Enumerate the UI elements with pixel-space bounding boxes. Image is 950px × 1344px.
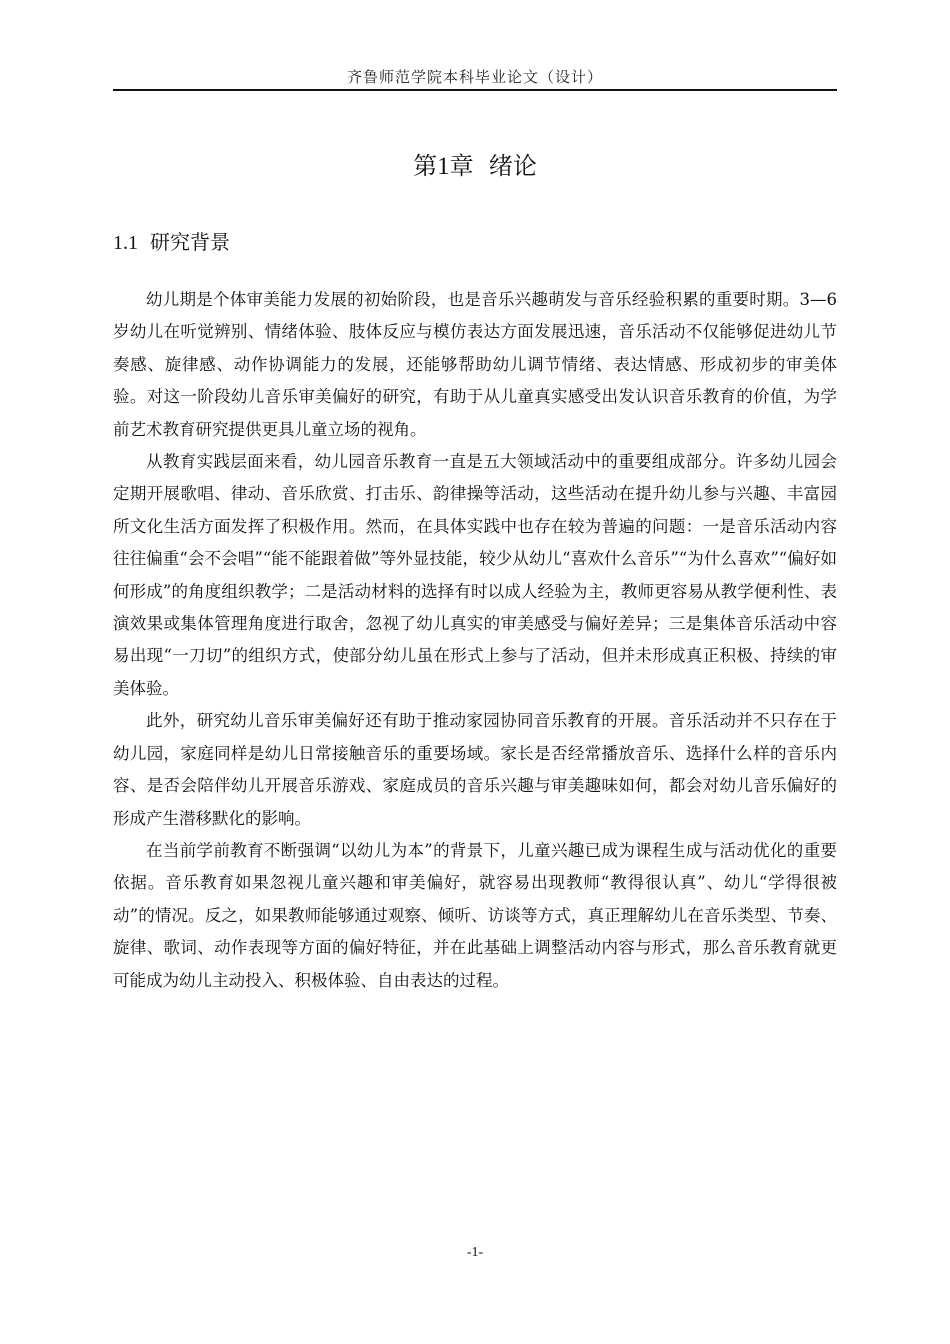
chapter-title-text: 章 绪论 (449, 152, 537, 180)
chapter-number: 1 (437, 153, 450, 180)
chapter-prefix: 第 (413, 152, 438, 180)
body-text (113, 284, 837, 997)
section-heading (113, 226, 230, 255)
paragraph: 幼儿期是个体审美能力发展的初始阶段，也是音乐兴趣萌发与音乐经验积累的重要时期。3—6岁幼儿在听觉辨别、情绪体验、肢体反应与模仿表达方面发展迅速，音乐活动不仅能够促进幼儿节奏感、旋律感、动作协调能力的发展，还能够帮助幼儿调节情绪、表达情感、形成初步的审美体验。对这一阶段幼儿音乐审美偏好的研究，有助于从儿童真实感受出发认识音乐教育的价值，为学前艺术教育研究提供更具儿童立场的视角。 (113, 290, 837, 439)
paragraph: 从教育实践层面来看，幼儿园音乐教育一直是五大领域活动中的重要组成部分。许多幼儿园会定期开展歌唱、律动、音乐欣赏、打击乐、韵律操等活动，这些活动在提升幼儿参与兴趣、丰富园所文化生活方面发挥了积极作用。然而，在具体实践中也存在较为普遍的问题：一是音乐活动内容往往偏重“会不会唱”“能不能跟着做”等外显技能，较少从幼儿“喜欢什么音乐”“为什么喜欢”“偏好如何形成”的角度组织教学；二是活动材料的选择有时以成人经验为主，教师更容易从教学便利性、表演效果或集体管理角度进行取舍，忽视了幼儿真实的审美感受与偏好差异；三是集体音乐活动中容易出现“一刀切”的组织方式，使部分幼儿虽在形式上参与了活动，但并未形成真正积极、持续的审美体验。 (113, 452, 837, 698)
header-rule (113, 89, 837, 91)
chapter-title (113, 146, 837, 181)
running-header: 齐鲁师范学院本科毕业论文（设计） (346, 68, 603, 86)
paragraph: 此外，研究幼儿音乐审美偏好还有助于推动家园协同音乐教育的开展。音乐活动并不只存在于幼儿园，家庭同样是幼儿日常接触音乐的重要场域。家长是否经常播放音乐、选择什么样的音乐内容、是否会陪伴幼儿开展音乐游戏、家庭成员的音乐兴趣与审美趣味如何，都会对幼儿音乐偏好的形成产生潜移默化的影响。 (113, 711, 837, 828)
page-number: -1- (466, 1245, 484, 1260)
section-title: 研究背景 (150, 230, 230, 254)
paragraph: 在当前学前教育不断强调“以幼儿为本”的背景下，儿童兴趣已成为课程生成与活动优化的重要依据。音乐教育如果忽视儿童兴趣和审美偏好，就容易出现教师“教得很认真”、幼儿“学得很被动”的情况。反之，如果教师能够通过观察、倾听、访谈等方式，真正理解幼儿在音乐类型、节奏、旋律、歌词、动作表现等方面的偏好特征，并在此基础上调整活动内容与形式，那么音乐教育就更可能成为幼儿主动投入、积极体验、自由表达的过程。 (113, 840, 837, 990)
section-number: 1.1 (113, 232, 138, 254)
